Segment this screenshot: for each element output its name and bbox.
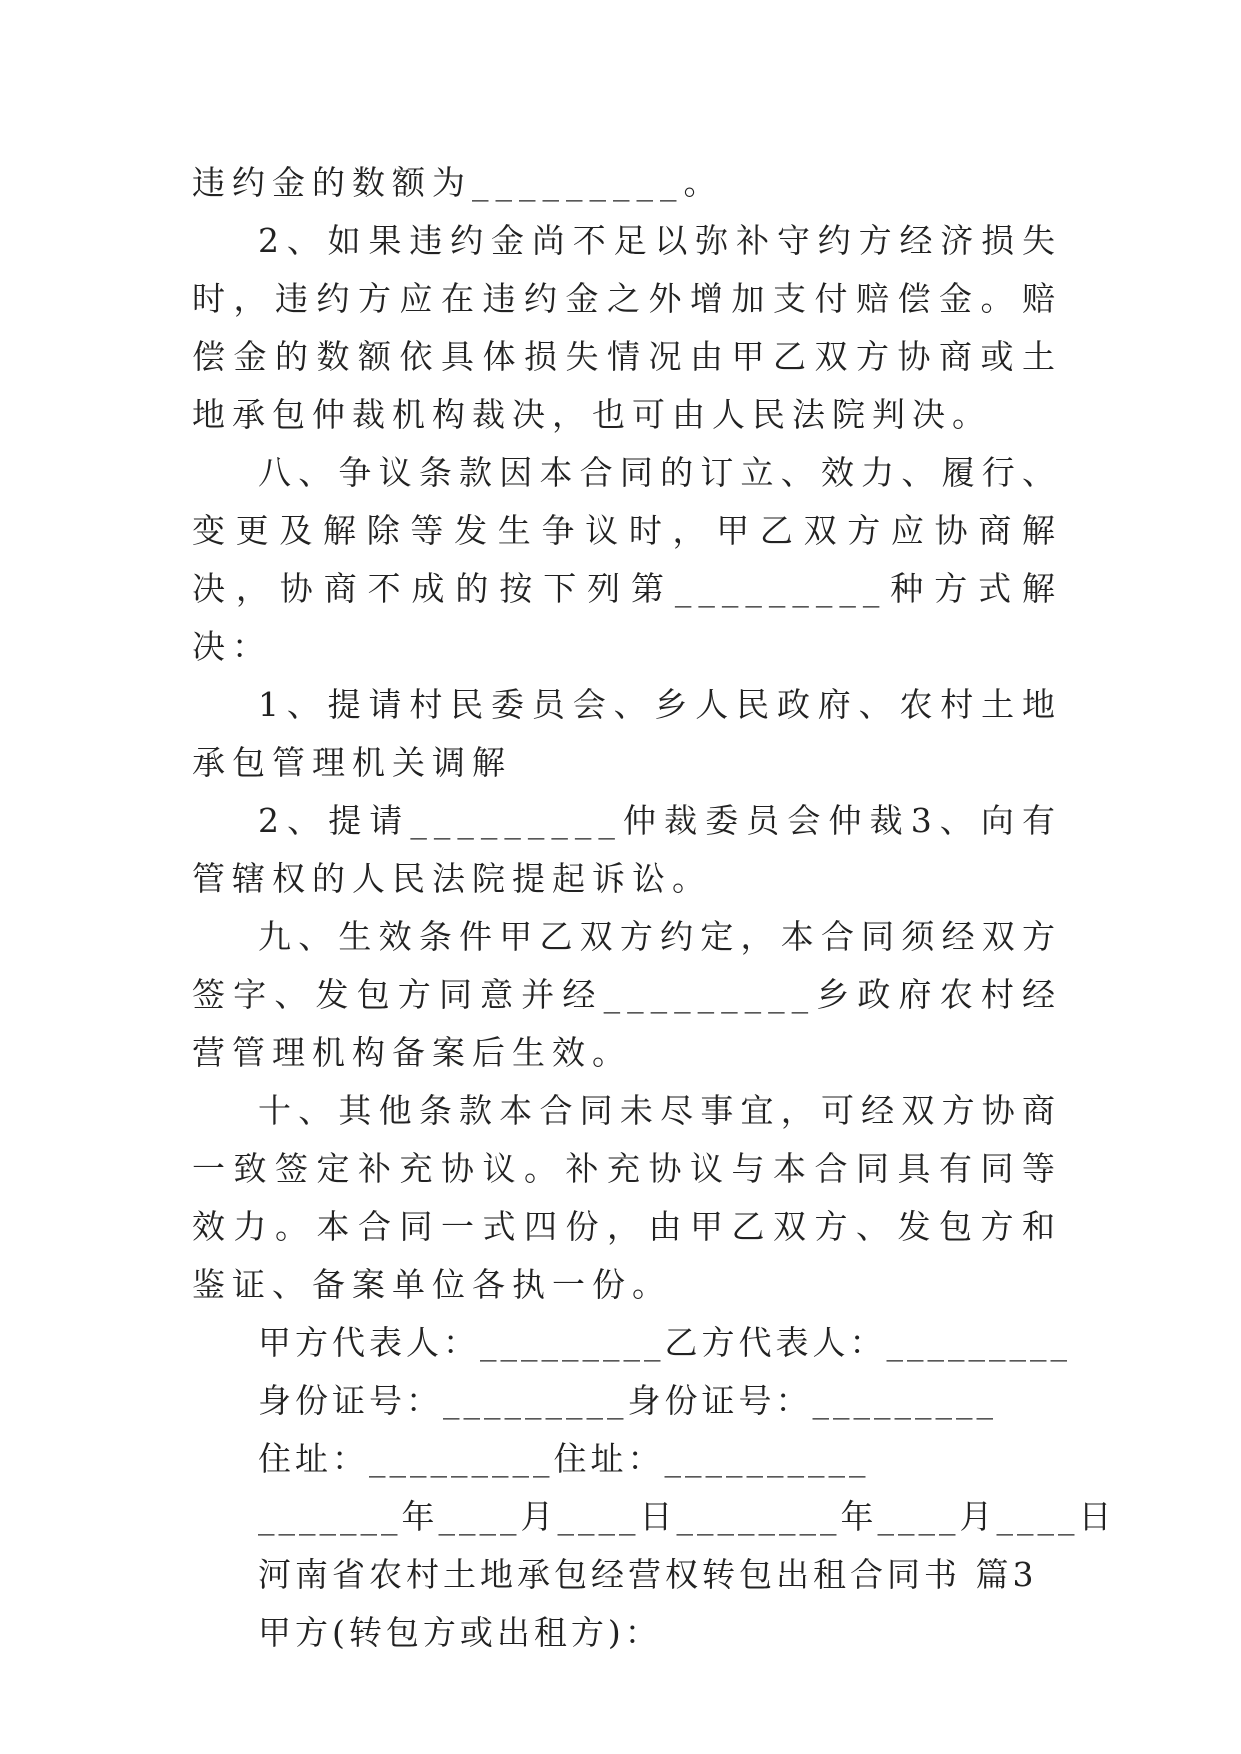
dispute-option-mediation: 1、提请村民委员会、乡人民政府、农村土地承包管理机关调解 [192, 685, 1062, 782]
next-section-title: 河南省农村土地承包经营权转包出租合同书 篇3 [258, 1555, 1038, 1594]
clause-effectiveness: 九、生效条件甲乙双方约定，本合同须经双方签字、发包方同意并经_________乡政府农村经营管理机构备案后生效。 [192, 917, 1062, 1072]
clause-dispute: 八、争议条款因本合同的订立、效力、履行、变更及解除等发生争议时，甲乙双方应协商解决，协商不成的按下列第_________种方式解决： [192, 453, 1062, 666]
penalty-amount-line: 违约金的数额为_________。 [192, 163, 724, 202]
dispute-option-arbitration: 2、提请_________仲裁委员会仲裁3、向有管辖权的人民法院提起诉讼。 [192, 801, 1062, 898]
clause-compensation: 2、如果违约金尚不足以弥补守约方经济损失时，违约方应在违约金之外增加支付赔偿金。赔偿金的数额依具体损失情况由甲乙双方协商或土地承包仲裁机构裁决，也可由人民法院判决。 [192, 221, 1062, 434]
clause-other-terms: 十、其他条款本合同未尽事宜，可经双方协商一致签定补充协议。补充协议与本合同具有同等效力。本合同一式四份，由甲乙双方、发包方和鉴证、备案单位各执一份。 [192, 1091, 1062, 1304]
next-section-party-a: 甲方(转包方或出租方)： [258, 1613, 662, 1652]
document-page [192, 154, 1116, 1662]
signature-dates: _______年____月____日________年____月____日 [258, 1497, 1116, 1536]
signature-id-numbers: 身份证号：_________身份证号：_________ [258, 1381, 997, 1420]
signature-addresses: 住址：_________住址：__________ [258, 1439, 870, 1478]
signature-representatives: 甲方代表人：_________乙方代表人：_________ [258, 1323, 1071, 1362]
